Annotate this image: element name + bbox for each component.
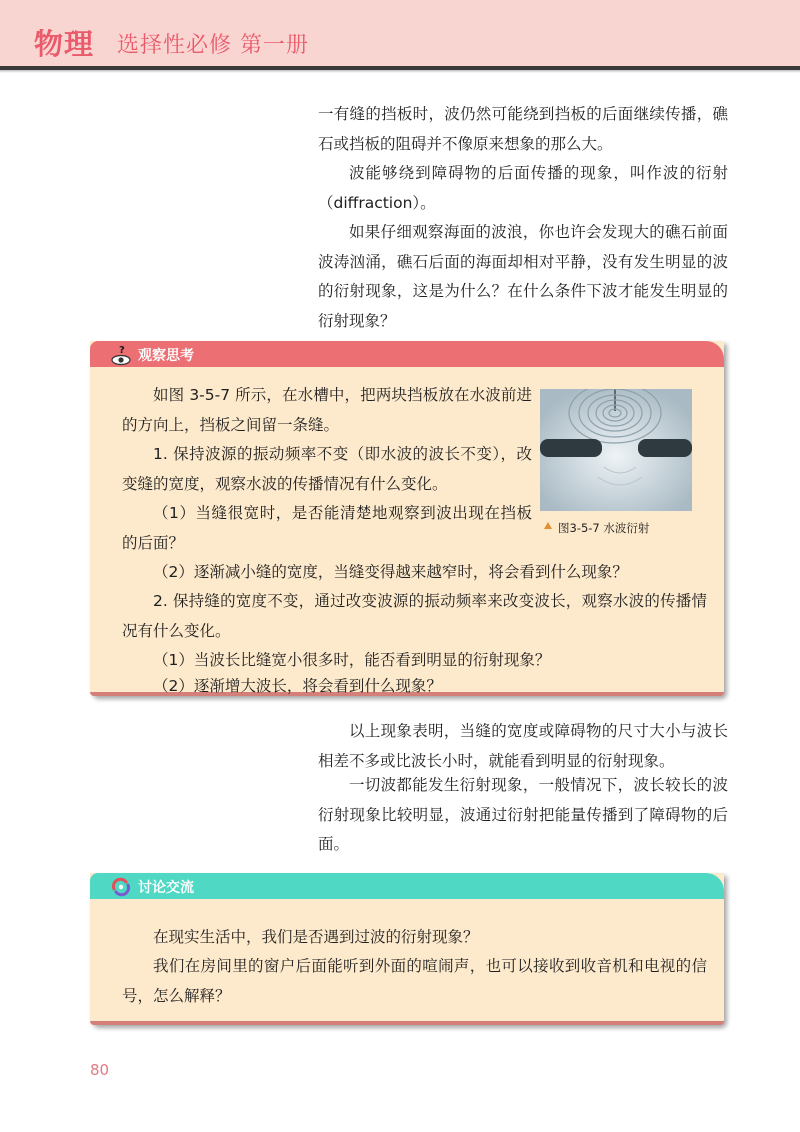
observe-box-title: 观察思考: [138, 348, 194, 364]
intro-paragraph-3: 如果仔细观察海面的波浪，你也许会发现大的礁石前面波涛汹涌，礁石后面的海面却相对平静，没有发生明显的波的衍射现象，这是为什么？在什么条件下波才能发生明显的衍射现象？: [318, 223, 728, 330]
svg-text:?: ?: [119, 345, 125, 356]
discussion-box-header: [90, 873, 724, 899]
caption-triangle-icon: [544, 522, 552, 529]
middle-paragraph-2: 一切波都能发生衍射现象，一般情况下，波长较长的波衍射现象比较明显，波通过衍射把能量传播到了障碍物的后面。: [318, 776, 728, 853]
discussion-box-edge: [90, 1021, 724, 1025]
observe-line-1: 如图 3-5-7 所示，在水槽中，把两块挡板放在水波前进的方向上，挡板之间留一条缝。: [122, 386, 532, 434]
water-wave-diffraction-photo: [540, 389, 692, 511]
observe-line-6: （1）当波长比缝宽小很多时，能否看到明显的衍射现象？: [153, 651, 551, 669]
discussion-box-title: 讨论交流: [138, 880, 194, 896]
intro-paragraph-2: 波能够绕到障碍物的后面传播的现象，叫作波的衍射（diffraction）。: [318, 164, 728, 212]
header-shadow: [0, 70, 800, 73]
discussion-icon: [110, 876, 132, 898]
subject-title: 物理: [34, 27, 95, 61]
intro-paragraph-1: 一有缝的挡板时，波仍然可能绕到挡板的后面继续传播，礁石或挡板的阻碍并不像原来想象的那么大。: [318, 105, 728, 153]
observe-box-header: [90, 341, 724, 367]
discussion-line-2: 我们在房间里的窗户后面能听到外面的喧闹声，也可以接收到收音机和电视的信号，怎么解释？: [122, 957, 707, 1005]
middle-paragraph-1: 以上现象表明，当缝的宽度或障碍物的尺寸大小与波长相差不多或比波长小时，就能看到明显的衍射现象。: [318, 722, 728, 770]
eye-question-icon: [110, 344, 132, 366]
observe-line-2: 1. 保持波源的振动频率不变（即水波的波长不变），改变缝的宽度，观察水波的传播情况有什么变化。: [122, 445, 532, 493]
observe-line-4: （2）逐渐减小缝的宽度，当缝变得越来越窄时，将会看到什么现象？: [153, 563, 628, 581]
discussion-line-1: 在现实生活中，我们是否遇到过波的衍射现象？: [153, 928, 479, 946]
observe-line-3: （1）当缝很宽时，是否能清楚地观察到波出现在挡板的后面？: [122, 504, 532, 552]
observe-line-5: 2. 保持缝的宽度不变，通过改变波源的振动频率来改变波长，观察水波的传播情况有什么变化。: [122, 592, 707, 640]
observe-line-7: （2）逐渐增大波长，将会看到什么现象？: [153, 677, 442, 695]
page-number: 80: [90, 1061, 110, 1079]
figure-caption: 图3-5-7 水波衍射: [558, 520, 649, 536]
page-header: [0, 0, 800, 66]
book-title: 选择性必修 第一册: [117, 33, 309, 58]
